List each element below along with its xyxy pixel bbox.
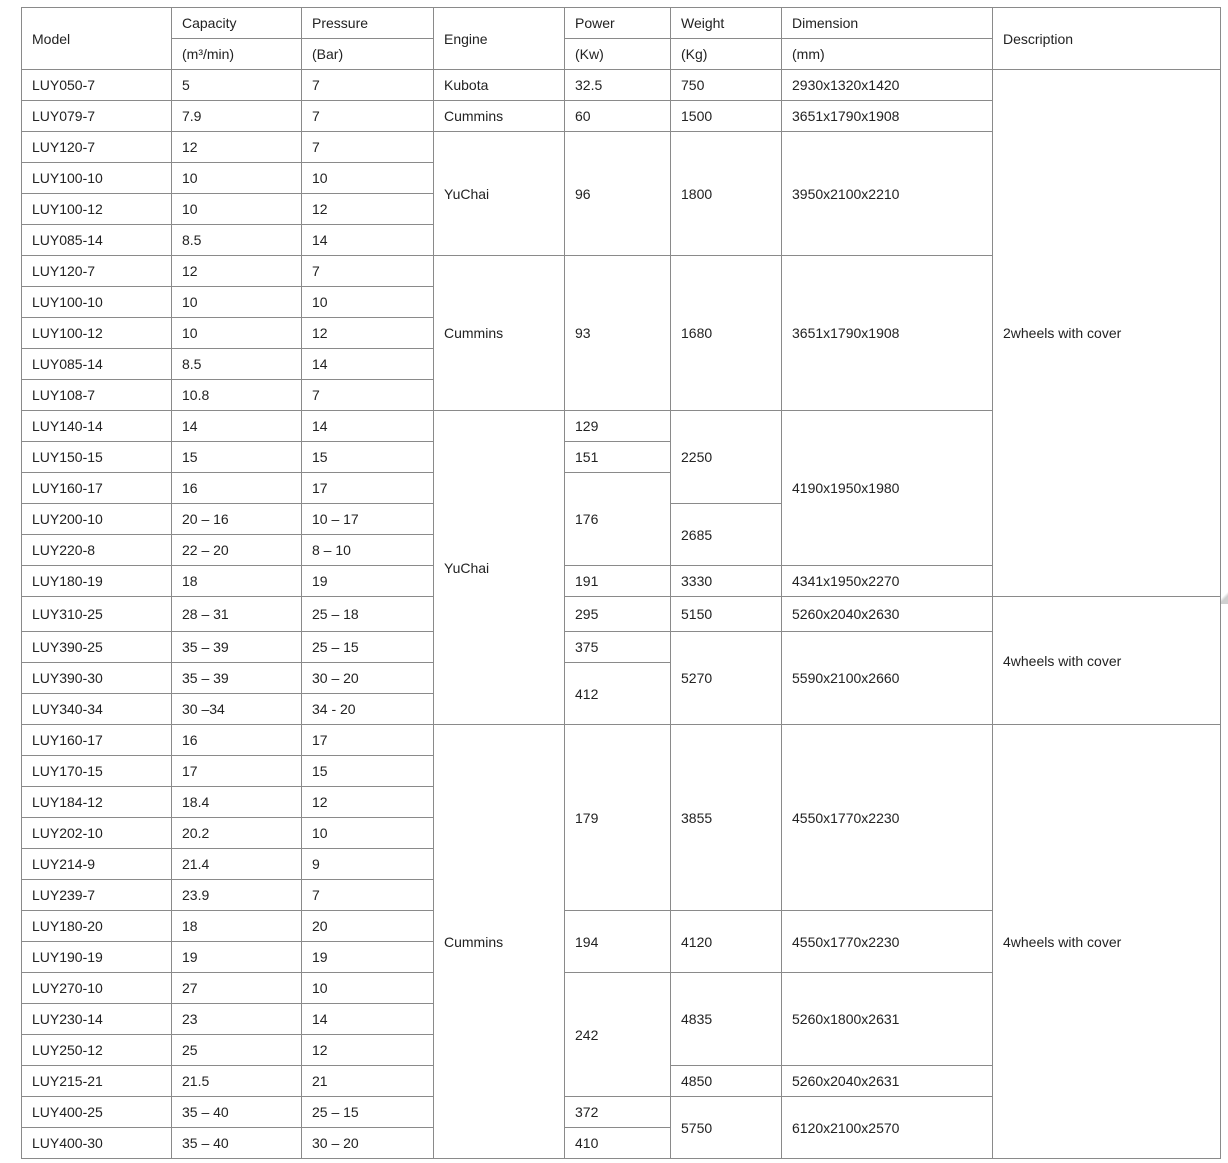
header-weight-unit: (Kg) (671, 39, 782, 70)
model-cell: LUY180-20 (22, 911, 172, 942)
dimension-cell: 2930x1320x1420 (782, 70, 993, 101)
header-power-unit: (Kw) (565, 39, 671, 70)
pressure-cell: 10 (302, 818, 434, 849)
dimension-cell: 3950x2100x2210 (782, 132, 993, 256)
power-cell: 191 (565, 566, 671, 597)
capacity-cell: 21.4 (172, 849, 302, 880)
model-cell: LUY108-7 (22, 380, 172, 411)
capacity-cell: 18.4 (172, 787, 302, 818)
model-cell: LUY100-12 (22, 194, 172, 225)
dimension-cell: 5260x1800x2631 (782, 973, 993, 1066)
pressure-cell: 30 – 20 (302, 1128, 434, 1159)
weight-cell: 2250 (671, 411, 782, 504)
weight-cell: 1680 (671, 256, 782, 411)
capacity-cell: 22 – 20 (172, 535, 302, 566)
model-cell: LUY202-10 (22, 818, 172, 849)
dimension-cell: 3651x1790x1908 (782, 256, 993, 411)
model-cell: LUY390-25 (22, 632, 172, 663)
capacity-cell: 35 – 39 (172, 663, 302, 694)
capacity-cell: 8.5 (172, 349, 302, 380)
capacity-cell: 20 – 16 (172, 504, 302, 535)
model-cell: LUY085-14 (22, 225, 172, 256)
dimension-cell: 6120x2100x2570 (782, 1097, 993, 1159)
pressure-cell: 14 (302, 411, 434, 442)
capacity-cell: 12 (172, 132, 302, 163)
header-capacity: Capacity (172, 8, 302, 39)
weight-cell: 2685 (671, 504, 782, 566)
model-cell: LUY400-30 (22, 1128, 172, 1159)
model-cell: LUY340-34 (22, 694, 172, 725)
capacity-cell: 23 (172, 1004, 302, 1035)
model-cell: LUY390-30 (22, 663, 172, 694)
model-cell: LUY230-14 (22, 1004, 172, 1035)
capacity-cell: 8.5 (172, 225, 302, 256)
model-cell: LUY400-25 (22, 1097, 172, 1128)
pressure-cell: 7 (302, 132, 434, 163)
model-cell: LUY160-17 (22, 473, 172, 504)
dimension-cell: 5590x2100x2660 (782, 632, 993, 725)
header-capacity-unit: (m³/min) (172, 39, 302, 70)
weight-cell: 750 (671, 70, 782, 101)
dimension-cell: 5260x2040x2631 (782, 1066, 993, 1097)
pressure-cell: 25 – 18 (302, 597, 434, 632)
power-cell: 60 (565, 101, 671, 132)
dimension-cell: 3651x1790x1908 (782, 101, 993, 132)
power-cell: 242 (565, 973, 671, 1097)
weight-cell: 1800 (671, 132, 782, 256)
capacity-cell: 35 – 40 (172, 1128, 302, 1159)
pressure-cell: 12 (302, 318, 434, 349)
pressure-cell: 10 – 17 (302, 504, 434, 535)
spec-table (21, 7, 1221, 1159)
header-dimension-unit: (mm) (782, 39, 993, 70)
weight-cell: 1500 (671, 101, 782, 132)
model-cell: LUY310-25 (22, 597, 172, 632)
capacity-cell: 18 (172, 566, 302, 597)
power-cell: 179 (565, 725, 671, 911)
pressure-cell: 34 - 20 (302, 694, 434, 725)
pressure-cell: 19 (302, 566, 434, 597)
capacity-cell: 23.9 (172, 880, 302, 911)
capacity-cell: 35 – 39 (172, 632, 302, 663)
pressure-cell: 7 (302, 101, 434, 132)
model-cell: LUY215-21 (22, 1066, 172, 1097)
pressure-cell: 12 (302, 194, 434, 225)
pressure-cell: 7 (302, 256, 434, 287)
capacity-cell: 15 (172, 442, 302, 473)
pressure-cell: 7 (302, 380, 434, 411)
pressure-cell: 14 (302, 225, 434, 256)
pressure-cell: 20 (302, 911, 434, 942)
model-cell: LUY079-7 (22, 101, 172, 132)
header-pressure: Pressure (302, 8, 434, 39)
engine-cell: Cummins (434, 725, 565, 1159)
model-cell: LUY120-7 (22, 256, 172, 287)
power-cell: 295 (565, 597, 671, 632)
capacity-cell: 28 – 31 (172, 597, 302, 632)
model-cell: LUY270-10 (22, 973, 172, 1004)
weight-cell: 3855 (671, 725, 782, 911)
weight-cell: 4835 (671, 973, 782, 1066)
model-cell: LUY239-7 (22, 880, 172, 911)
pressure-cell: 10 (302, 163, 434, 194)
model-cell: LUY085-14 (22, 349, 172, 380)
power-cell: 410 (565, 1128, 671, 1159)
weight-cell: 5150 (671, 597, 782, 632)
capacity-cell: 27 (172, 973, 302, 1004)
table-row (22, 70, 1221, 101)
power-cell: 194 (565, 911, 671, 973)
capacity-cell: 10 (172, 163, 302, 194)
pressure-cell: 25 – 15 (302, 632, 434, 663)
capacity-cell: 35 – 40 (172, 1097, 302, 1128)
header-row (22, 8, 1221, 39)
model-cell: LUY100-12 (22, 318, 172, 349)
table-row (22, 725, 1221, 756)
power-cell: 412 (565, 663, 671, 725)
pressure-cell: 12 (302, 787, 434, 818)
header-description: Description (993, 8, 1221, 70)
capacity-cell: 12 (172, 256, 302, 287)
table-row (22, 597, 1221, 632)
header-engine: Engine (434, 8, 565, 70)
pressure-cell: 7 (302, 880, 434, 911)
page-edge-marker (1221, 590, 1228, 604)
description-cell: 2wheels with cover (993, 70, 1221, 597)
weight-cell: 5270 (671, 632, 782, 725)
capacity-cell: 10 (172, 318, 302, 349)
capacity-cell: 7.9 (172, 101, 302, 132)
capacity-cell: 30 –34 (172, 694, 302, 725)
weight-cell: 4120 (671, 911, 782, 973)
capacity-cell: 5 (172, 70, 302, 101)
pressure-cell: 9 (302, 849, 434, 880)
header-pressure-unit: (Bar) (302, 39, 434, 70)
header-model: Model (22, 8, 172, 70)
model-cell: LUY140-14 (22, 411, 172, 442)
engine-cell: YuChai (434, 411, 565, 725)
dimension-cell: 4190x1950x1980 (782, 411, 993, 566)
capacity-cell: 21.5 (172, 1066, 302, 1097)
model-cell: LUY120-7 (22, 132, 172, 163)
pressure-cell: 14 (302, 1004, 434, 1035)
header-power: Power (565, 8, 671, 39)
engine-cell: Cummins (434, 256, 565, 411)
model-cell: LUY190-19 (22, 942, 172, 973)
pressure-cell: 10 (302, 973, 434, 1004)
pressure-cell: 19 (302, 942, 434, 973)
pressure-cell: 21 (302, 1066, 434, 1097)
model-cell: LUY180-19 (22, 566, 172, 597)
power-cell: 151 (565, 442, 671, 473)
pressure-cell: 7 (302, 70, 434, 101)
model-cell: LUY220-8 (22, 535, 172, 566)
description-cell: 4wheels with cover (993, 597, 1221, 725)
capacity-cell: 17 (172, 756, 302, 787)
pressure-cell: 15 (302, 756, 434, 787)
capacity-cell: 18 (172, 911, 302, 942)
capacity-cell: 16 (172, 473, 302, 504)
power-cell: 176 (565, 473, 671, 566)
engine-cell: YuChai (434, 132, 565, 256)
capacity-cell: 16 (172, 725, 302, 756)
model-cell: LUY170-15 (22, 756, 172, 787)
model-cell: LUY100-10 (22, 287, 172, 318)
pressure-cell: 30 – 20 (302, 663, 434, 694)
pressure-cell: 17 (302, 473, 434, 504)
model-cell: LUY160-17 (22, 725, 172, 756)
power-cell: 96 (565, 132, 671, 256)
engine-cell: Cummins (434, 101, 565, 132)
header-dimension: Dimension (782, 8, 993, 39)
capacity-cell: 20.2 (172, 818, 302, 849)
dimension-cell: 4550x1770x2230 (782, 725, 993, 911)
power-cell: 93 (565, 256, 671, 411)
pressure-cell: 12 (302, 1035, 434, 1066)
dimension-cell: 4341x1950x2270 (782, 566, 993, 597)
model-cell: LUY250-12 (22, 1035, 172, 1066)
weight-cell: 4850 (671, 1066, 782, 1097)
capacity-cell: 10.8 (172, 380, 302, 411)
capacity-cell: 10 (172, 194, 302, 225)
capacity-cell: 25 (172, 1035, 302, 1066)
weight-cell: 5750 (671, 1097, 782, 1159)
pressure-cell: 17 (302, 725, 434, 756)
model-cell: LUY214-9 (22, 849, 172, 880)
dimension-cell: 5260x2040x2630 (782, 597, 993, 632)
capacity-cell: 10 (172, 287, 302, 318)
header-weight: Weight (671, 8, 782, 39)
model-cell: LUY150-15 (22, 442, 172, 473)
capacity-cell: 14 (172, 411, 302, 442)
pressure-cell: 15 (302, 442, 434, 473)
pressure-cell: 25 – 15 (302, 1097, 434, 1128)
pressure-cell: 14 (302, 349, 434, 380)
pressure-cell: 10 (302, 287, 434, 318)
pressure-cell: 8 – 10 (302, 535, 434, 566)
engine-cell: Kubota (434, 70, 565, 101)
power-cell: 129 (565, 411, 671, 442)
power-cell: 372 (565, 1097, 671, 1128)
description-cell: 4wheels with cover (993, 725, 1221, 1159)
weight-cell: 3330 (671, 566, 782, 597)
model-cell: LUY200-10 (22, 504, 172, 535)
capacity-cell: 19 (172, 942, 302, 973)
model-cell: LUY050-7 (22, 70, 172, 101)
model-cell: LUY184-12 (22, 787, 172, 818)
power-cell: 32.5 (565, 70, 671, 101)
power-cell: 375 (565, 632, 671, 663)
model-cell: LUY100-10 (22, 163, 172, 194)
dimension-cell: 4550x1770x2230 (782, 911, 993, 973)
